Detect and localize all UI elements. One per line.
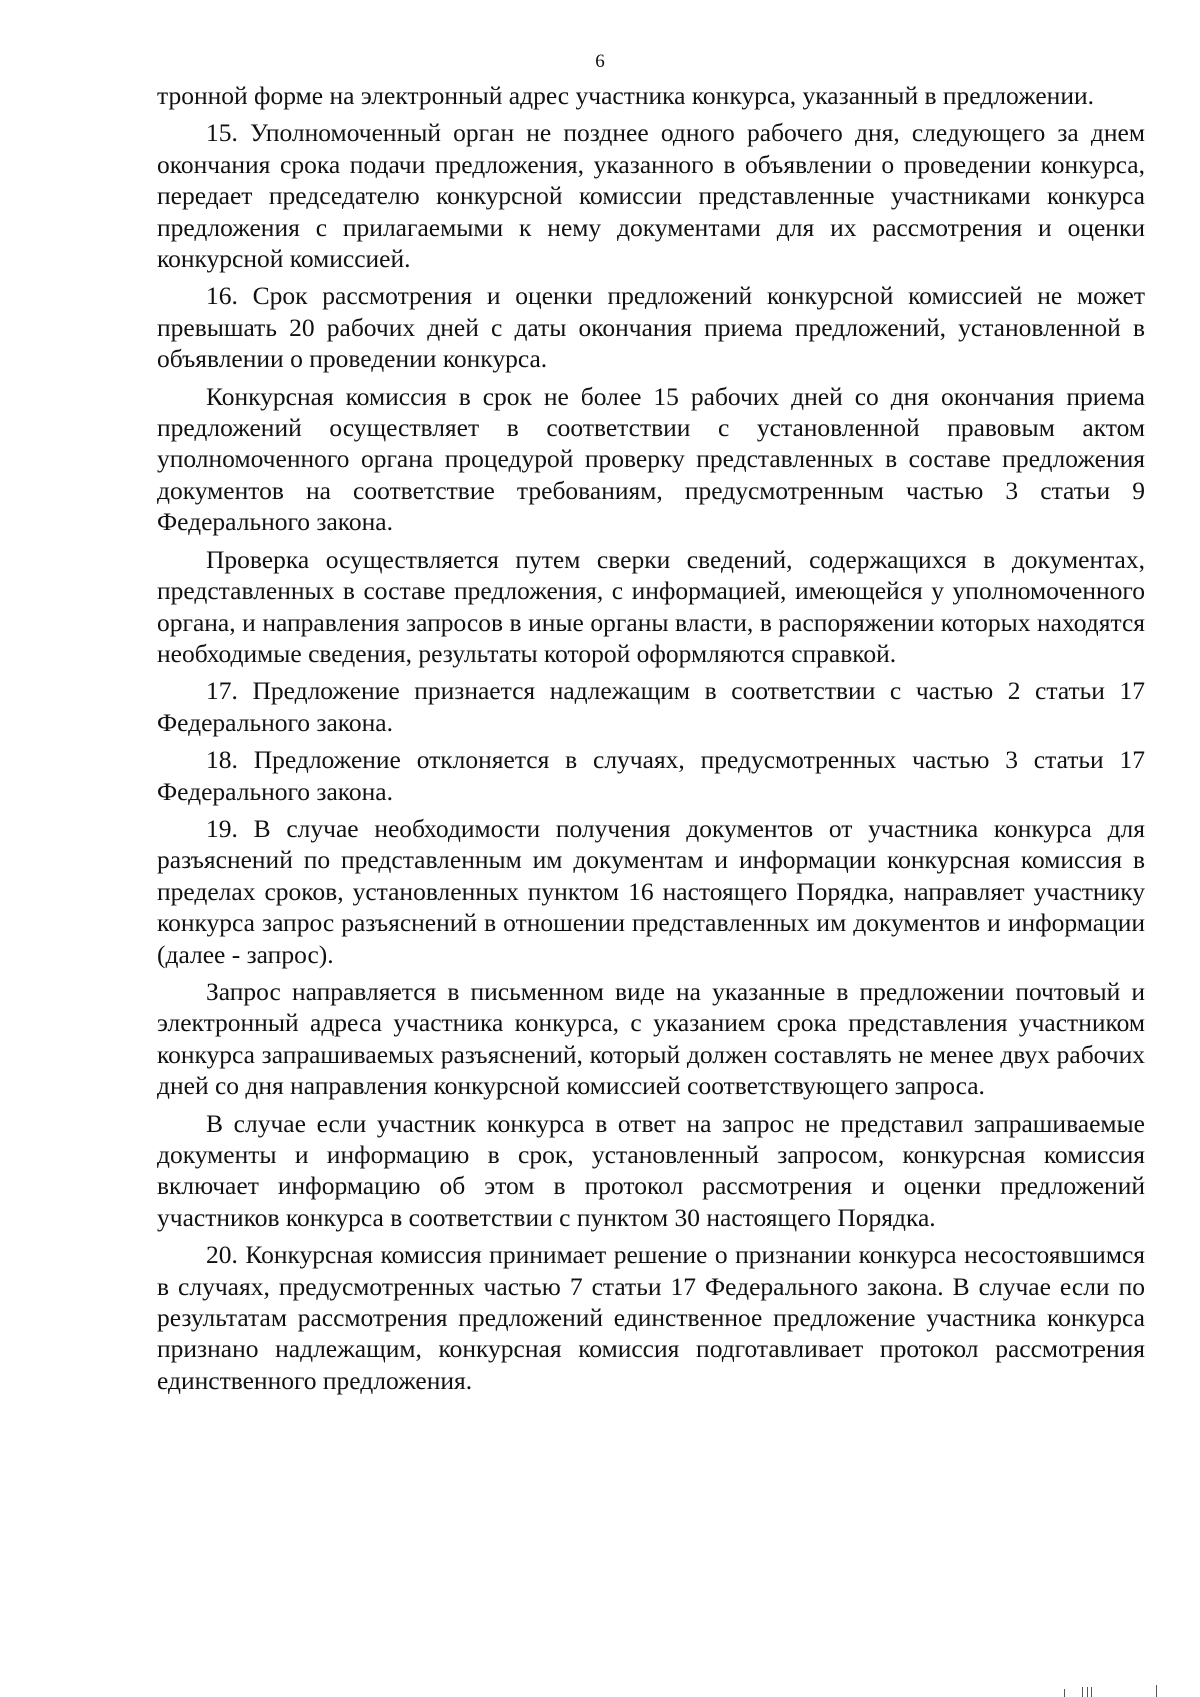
paragraph-item-17: 17. Предложение признается надлежащим в соответствии с частью 2 статьи 17 Федерального закона. bbox=[157, 676, 1145, 737]
paragraph-verification: Проверка осуществляется путем сверки сведений, содержащихся в документах, представленных в составе предложения, с информацией, имеющейся у уполномоченного органа, и направления запросов в иные органы власти, в распоряжении которых находятся необходимые сведения, результаты которой оформляются справкой. bbox=[157, 544, 1145, 668]
paragraph-item-19: 19. В случае необходимости получения документов от участника конкурса для разъяснений по представленным им документам и информации конкурсная комиссия в пределах сроков, установленных пунктом 16 настоящего Порядка, направляет участнику конкурса запрос разъяснений в отношении представленных им документов и информации (далее - запрос). bbox=[157, 813, 1145, 969]
paragraph-no-response: В случае если участник конкурса в ответ на запрос не представил запрашиваемые документы и информацию в срок, установленный запросом, конкурсная комиссия включает информацию об этом в протокол рассмотрения и оценки предложений участников конкурса в соответствии с пунктом 30 настоящего Порядка. bbox=[157, 1108, 1145, 1232]
paragraph-continuation: тронной форме на электронный адрес участника конкурса, указанный в предложении. bbox=[157, 81, 1094, 110]
document-body bbox=[157, 80, 1145, 1402]
paragraph-item-20: 20. Конкурсная комиссия принимает решение о признании конкурса несостоявшимся в случаях, предусмотренных частью 7 статьи 17 Федерального закона. В случае если по результатам рассмотрения предложений единственное предложение участника конкурса признано надлежащим, конкурсная комиссия подготавливает протокол рассмотрения единственного предложения. bbox=[157, 1240, 1145, 1395]
paragraph-item-16: 16. Срок рассмотрения и оценки предложений конкурсной комиссией не может превышать 20 рабочих дней с даты окончания приема предложений, установленной в объявлении о проведении конкурса. bbox=[157, 281, 1145, 374]
paragraph-commission-review: Конкурсная комиссия в срок не более 15 рабочих дней со дня окончания приема предложений осуществляет в соответствии с установленной правовым актом уполномоченного органа процедурой проверку представленных в составе предложения документов на соответствие требованиям, предусмотренным частью 3 статьи 9 Федерального закона. bbox=[157, 381, 1145, 537]
paragraph-item-18: 18. Предложение отклоняется в случаях, предусмотренных частью 3 статьи 17 Федерального закона. bbox=[157, 745, 1145, 806]
scan-artifact-marks bbox=[1060, 1685, 1180, 1697]
paragraph-request: Запрос направляется в письменном виде на указанные в предложении почтовый и электронный адреса участника конкурса, с указанием срока представления участником конкурса запрашиваемых разъяснений, который должен составлять не менее двух рабочих дней со дня направления конкурсной комиссией соответствующего запроса. bbox=[157, 976, 1145, 1101]
paragraph-item-15: 15. Уполномоченный орган не позднее одного рабочего дня, следующего за днем окончания срока подачи предложения, указанного в объявлении о проведении конкурса, передает председателю конкурсной комиссии представленные участниками конкурса предложения с прилагаемыми к нему документами для их рассмотрения и оценки конкурсной комиссией. bbox=[157, 118, 1145, 274]
page-number: 6 bbox=[595, 51, 605, 72]
